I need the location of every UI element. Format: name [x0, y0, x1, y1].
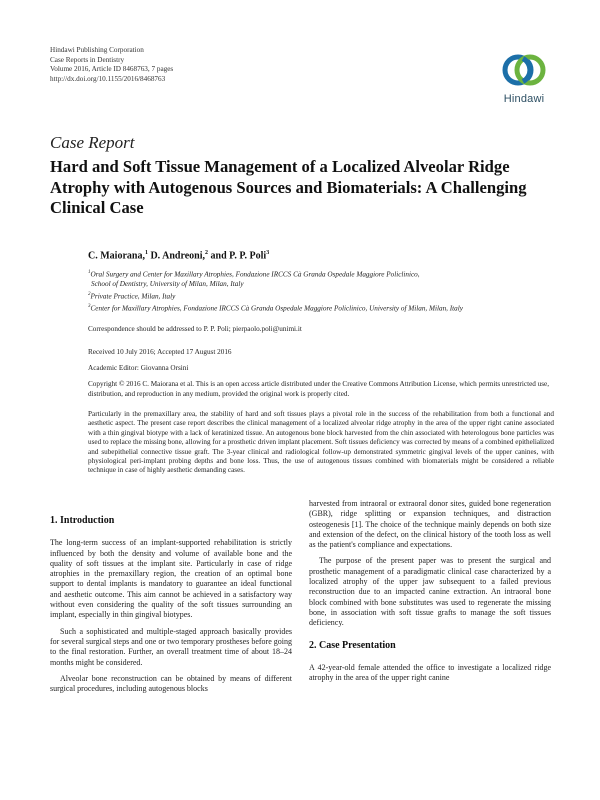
right-paragraph-2: The purpose of the present paper was to present the surgical and prosthetic management of a paradigmatic clinical case characterized by a localized atrophy of the upper jaw subsequent to a failed previous reconstruction due to an impacted canine extraction. An intraoral bone block combined with bone substitutes was used to regenerate the missing bone, in association with soft tissue grafts to manage the soft tissues deficiency.: [309, 556, 551, 628]
affil-text: School of Dentistry, University of Milan, Milan, Italy: [91, 279, 244, 288]
right-column: [309, 499, 551, 689]
affiliation-2: [88, 290, 558, 302]
academic-editor: Academic Editor: Giovanna Orsini: [88, 364, 189, 372]
affiliation-1: [88, 268, 558, 280]
copyright-notice: Copyright © 2016 C. Maiorana et al. This is an open access article distributed under the Creative Commons Attribution License, which permits unrestricted use, distribution, and reproduction in any medium, provided the original work is properly cited.: [88, 380, 550, 398]
author-sup: 2: [205, 250, 209, 256]
author-name: C. Maiorana,: [88, 250, 145, 262]
abstract: Particularly in the premaxillary area, the stability of hard and soft tissues plays a pivotal role in the success of the rehabilitation from both a functional and aesthetic aspect. The present case report describes the clinical management of a localized alveolar ridge atrophy in the area of the upper right canine associated with a thin gingival biotype with a lack of keratinized tissue. An autogenous bone block harvested from the chin associated with heterologous bone particles was used to replace the missing bone, allowing for a prosthetic driven implant placement. Soft tissues deficiency was corrected by means of a combined epithelialized and subepithelial connective tissue graft. The 3-year clinical and radiological follow-up demonstrated symmetric gingival levels of the upper canines, with physiological peri-implant probing depths and bone loss. Thus, the use of autogenous tissues combined with biomaterials might be considered a reliable technique in case of highly aesthetic demanding cases.: [88, 410, 554, 475]
author-sup: 1: [144, 250, 148, 256]
article-title: Hard and Soft Tissue Management of a Localized Alveolar Ridge Atrophy with Autogenous Sources and Biomaterials: A Challenging Clinical Case: [50, 157, 527, 217]
journal-header: [50, 46, 173, 84]
affil-sup: 1: [88, 270, 91, 275]
case-heading: 2. Case Presentation: [309, 639, 396, 651]
affil-text: Center for Maxillary Atrophies, Fondazione IRCCS Cà Granda Ospedale Maggiore Policlinico, University of Milan, Milan, Italy: [90, 303, 463, 312]
article-type: Case Report: [50, 133, 135, 152]
author-name: and P. P. Poli: [210, 250, 267, 262]
correspondence: Correspondence should be addressed to P. P. Poli; pierpaolo.poli@unimi.it: [88, 325, 302, 333]
doi-link[interactable]: http://dx.doi.org/10.1155/2016/8468763: [50, 74, 166, 83]
intro-paragraph-3: Alveolar bone reconstruction can be obtained by means of different surgical procedures, including autogenous blocks: [50, 673, 292, 694]
right-paragraph-1: harvested from intraoral or extraoral donor sites, guided bone regeneration (GBR), ridge splitting or expansion techniques, and distraction osteogenesis [1]. The choice of the technique mainly depends on both size and extension of the defect, on the clinical history of the tooth loss as well as the patient's compliance and expectations.: [309, 499, 551, 550]
journal-name: Case Reports in Dentistry: [50, 55, 125, 64]
volume-info: Volume 2016, Article ID 8468763, 7 pages: [50, 65, 174, 74]
affil-sup: 2: [88, 291, 91, 297]
affil-text: Oral Surgery and Center for Maxillary Atrophies, Fondazione IRCCS Cà Granda Ospedale Maggiore Policlinico,: [90, 270, 420, 279]
author-sup: 3: [266, 250, 270, 256]
received-dates: Received 10 July 2016; Accepted 17 August 2016: [88, 348, 232, 356]
affil-sup: 3: [88, 303, 91, 309]
left-column: [50, 516, 292, 700]
author-name: D. Andreoni,: [150, 250, 206, 262]
introduction-heading: 1. Introduction: [50, 515, 115, 526]
publisher: Hindawi Publishing Corporation: [50, 46, 144, 54]
author-list: [88, 250, 269, 261]
affiliation-3: [88, 302, 558, 314]
intro-paragraph-2: Such a sophisticated and multiple-staged approach basically provides for several surgical steps and one or two temporary prostheses before going to the final restoration. Further, an overall treatment time of about 18–24 months might be considered.: [50, 626, 292, 667]
affil-text: Private Practice, Milan, Italy: [90, 291, 176, 300]
affiliations: [88, 268, 558, 314]
case-paragraph-1: A 42-year-old female attended the office to investigate a localized ridge atrophy in the area of the upper right canine: [309, 662, 551, 683]
logo-wordmark: Hindawi: [503, 93, 545, 105]
affiliation-1b: [88, 280, 558, 290]
intro-paragraph-1: The long-term success of an implant-supported rehabilitation is strictly influenced by both the density and volume of available bone and the quality of soft tissues at the implant site. Particularly in case of ridge atrophies in the premaxillary region, the creation of an optimal bone support to dental implants is mandatory to guarantee an ideal functional and aesthetic outcome. This aim cannot be achieved in a satisfactory way without even considering the quality of the soft tissues surrounding an implant, especially in thin gingival biotypes.: [50, 538, 292, 620]
